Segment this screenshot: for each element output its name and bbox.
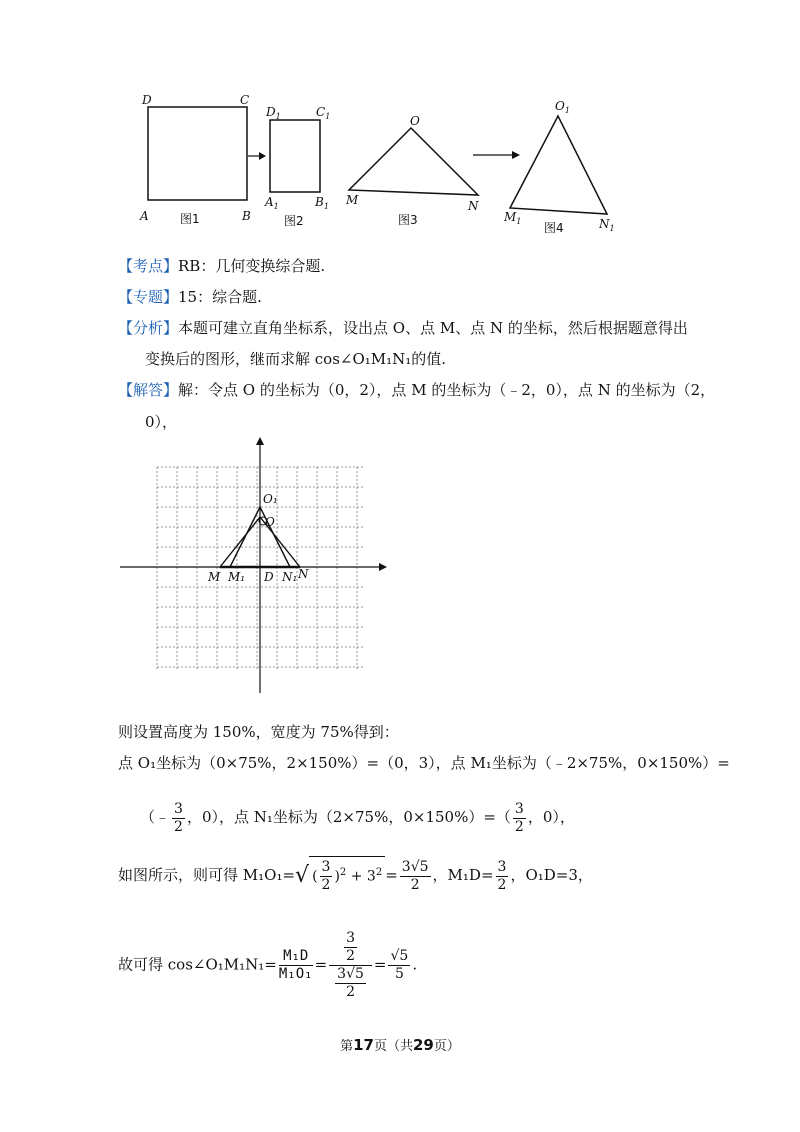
- l4-b: =: [385, 866, 398, 884]
- fraction-3-2: $\frac{3}{2}$: [514, 800, 524, 835]
- sqrt-expression: √: [295, 863, 310, 888]
- body-line-3: [140, 798, 575, 836]
- fig1-caption: 图1: [180, 212, 200, 226]
- grid-label-O: O: [265, 515, 275, 529]
- jieda-tag: 【解答】: [118, 381, 179, 399]
- fig3-caption: 图3: [398, 213, 418, 227]
- fig1-square: [148, 107, 247, 200]
- grid-label-N: N: [298, 567, 309, 581]
- zhuanti-line: [118, 287, 262, 307]
- fraction-3sqrt5-2: $\frac{3√5}{2}$: [401, 858, 429, 893]
- fig3-label-M: M: [346, 193, 359, 207]
- l3-a: （﹣: [140, 808, 171, 826]
- complex-fraction: $\frac{\frac{3}{2}}{\frac{3√5}{2}}$: [329, 930, 372, 1001]
- fig2-label-C1: $C_1$: [316, 105, 331, 121]
- fenxi-text2: 变换后的图形，继而求解 cos∠O₁M₁N₁的值.: [145, 350, 447, 368]
- transformation-figures: [0, 90, 800, 240]
- fig4-label-N1: $N_1$: [599, 217, 615, 233]
- jieda-line: [118, 380, 715, 400]
- sqrt-radicand: ( $\frac{3}{2}$ )$^2 + 3^2$: [309, 856, 385, 896]
- fig3-label-O: O: [410, 114, 420, 128]
- l3-b: ，0），点 N₁坐标为（2×75%，0×150%）=（: [186, 808, 511, 826]
- body-line-1: 则设置高度为 150%，宽度为 75%得到：: [118, 723, 399, 741]
- jieda-text2: 0），: [145, 413, 178, 431]
- fig2-caption: 图2: [284, 214, 304, 228]
- fraction-3-2: $\frac{3}{2}$: [174, 800, 183, 835]
- body-line-2: 点 O₁坐标为（0×75%，2×150%）=（0，3），点 M₁坐标为（﹣2×75%，0×150%）=: [118, 754, 730, 772]
- grid-label-N1: N₁: [282, 570, 298, 584]
- y-axis-arrow-icon: [256, 437, 264, 445]
- grid-label-D: D: [264, 570, 274, 584]
- grid-label-M1: M₁: [228, 570, 246, 584]
- fenxi-line: [118, 318, 688, 338]
- l5-c: =: [373, 955, 387, 974]
- body-line-5: [118, 930, 417, 1001]
- grid-label-O1: O₁: [263, 492, 278, 506]
- fraction-sqrt5-5: $\frac{√5}{5}$: [390, 948, 409, 982]
- fig4-label-M1: $M_1$: [504, 210, 522, 226]
- l4-d: ，O₁D=3，: [510, 866, 593, 884]
- fig4-label-O1: $O_1$: [555, 99, 570, 115]
- x-axis-arrow-icon: [379, 563, 387, 571]
- page-footer: 第17页（共29页）: [340, 1036, 460, 1054]
- fig4-caption: 图4: [544, 221, 564, 235]
- body-line-4: [118, 852, 593, 898]
- l4-c: ，M₁D=: [432, 866, 494, 884]
- fig4-triangle: [510, 116, 607, 214]
- fraction-3-2: $\frac{3}{2}$: [497, 858, 507, 893]
- fig2-rectangle: [270, 120, 320, 192]
- fenxi-text1: 本题可建立直角坐标系，设出点 O、点 M、点 N 的坐标，然后根据题意得出: [178, 319, 688, 337]
- kaodian-tag: 【考点】: [118, 257, 179, 275]
- fig2-label-B1: $B_1$: [315, 195, 329, 211]
- coordinate-grid-figure: [115, 435, 395, 700]
- l3-c: ，0），: [527, 808, 575, 826]
- grid-label-M: M: [208, 570, 221, 584]
- kaodian-line: [118, 256, 325, 276]
- arrow-icon: [259, 152, 266, 160]
- zhuanti-tag: 【专题】: [118, 288, 179, 306]
- fenxi-tag: 【分析】: [118, 319, 179, 337]
- fig2-label-A1: $A_1$: [265, 195, 279, 211]
- fig1-label-B: B: [242, 209, 251, 223]
- fig3-label-N: N: [468, 199, 479, 213]
- l5-a: 故可得 cos∠O₁M₁N₁=: [118, 955, 277, 974]
- fig1-label-D: D: [142, 93, 152, 107]
- jieda-text1: 解：令点 O 的坐标为（0，2），点 M 的坐标为（﹣2，0），点 N 的坐标为（2，: [178, 381, 716, 399]
- arrow-icon: [512, 151, 520, 159]
- kaodian-text: RB：几何变换综合题.: [178, 257, 326, 275]
- l4-a: 如图所示，则可得 M₁O₁=: [118, 866, 296, 884]
- fig3-triangle: [349, 128, 478, 195]
- fraction-m1d-m1o1: $\frac{\text{M₁D}}{\text{M₁O₁}}$: [278, 948, 313, 982]
- l5-b: =: [314, 955, 328, 974]
- l5-d: .: [412, 955, 418, 974]
- fig1-label-A: A: [140, 209, 149, 223]
- fig2-label-D1: $D_1$: [266, 105, 281, 121]
- zhuanti-text: 15：综合题.: [178, 288, 262, 306]
- fig1-label-C: C: [240, 93, 250, 107]
